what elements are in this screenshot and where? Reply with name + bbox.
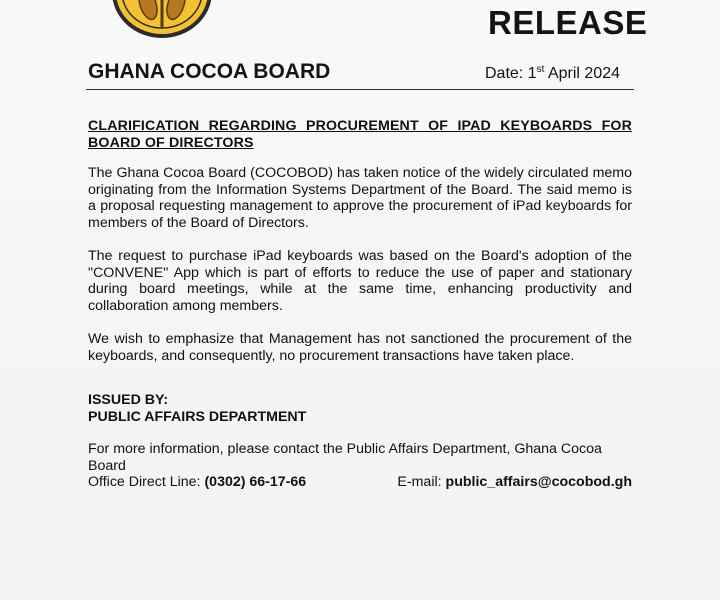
phone-info xyxy=(88,474,306,491)
issued-by-label: ISSUED BY: xyxy=(88,392,169,408)
release-title: RELEASE xyxy=(488,4,648,41)
release-body xyxy=(88,118,632,491)
cocoa-pod-logo-icon xyxy=(108,0,216,40)
email-address: public_affairs@cocobod.gh xyxy=(445,474,632,490)
paragraph-1: The Ghana Cocoa Board (COCOBOD) has taken notice of the widely circulated memo originating from the Information Systems Department of the Board. The said memo is a proposal requesting management to approve the procurement of iPad keyboards for members of the Board of Directors. xyxy=(88,165,632,231)
release-heading: CLARIFICATION REGARDING PROCUREMENT OF IPAD KEYBOARDS FOR BOARD OF DIRECTORS xyxy=(88,118,632,151)
date-superscript: st xyxy=(536,64,545,75)
date-prefix: Date: 1 xyxy=(485,65,537,82)
email-label: E-mail: xyxy=(397,474,442,490)
date-suffix: April 2024 xyxy=(544,65,620,82)
issued-by-block xyxy=(88,392,632,425)
contact-block xyxy=(88,441,632,491)
paragraph-3: We wish to emphasize that Management has not sanctioned the procurement of the keyboards, and consequently, no procurement transactions have taken place. xyxy=(88,331,632,364)
contact-intro: For more information, please contact the Public Affairs Department, Ghana Cocoa Board xyxy=(88,441,602,474)
email-info xyxy=(397,474,632,491)
organization-name: GHANA COCOA BOARD xyxy=(88,60,331,83)
phone-label: Office Direct Line: xyxy=(88,474,201,490)
contact-details xyxy=(88,474,632,491)
paragraph-2: The request to purchase iPad keyboards was based on the Board's adoption of the "CONVENE" App which is part of efforts to reduce the use of paper and stationary during board meetings, while at the same time, enhancing productivity and collaboration among members. xyxy=(88,248,632,314)
header-divider xyxy=(86,89,634,90)
issuing-department: PUBLIC AFFAIRS DEPARTMENT xyxy=(88,408,307,425)
phone-number: (0302) 66-17-66 xyxy=(204,474,307,490)
release-date xyxy=(485,64,620,83)
